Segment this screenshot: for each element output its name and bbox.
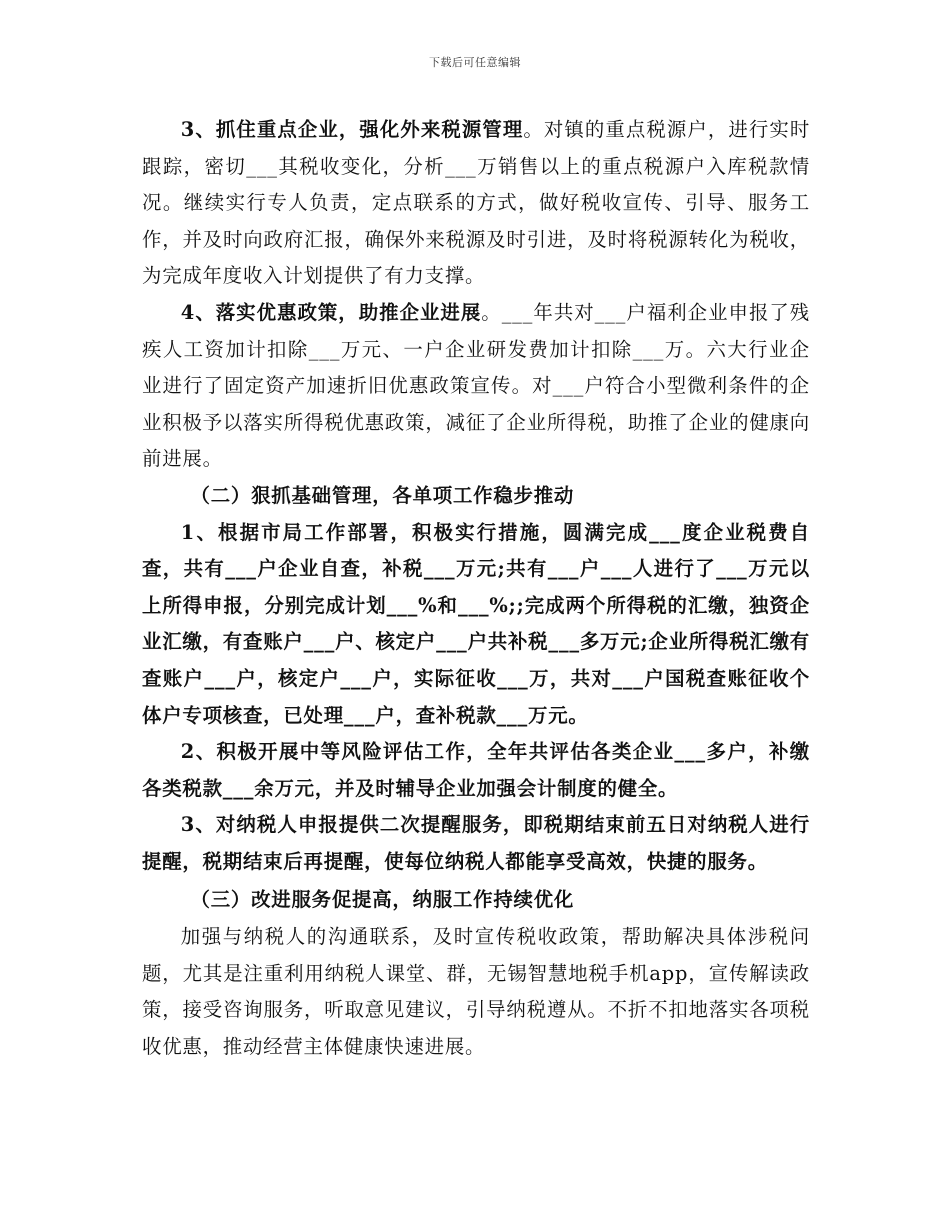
paragraph-reminder-service: 3、对纳税人申报提供二次提醒服务，即税期结束前五日对纳税人进行提醒，税期结束后再提醒，使每位纳税人都能享受高效，快捷的服务。 [142, 813, 810, 873]
page-header: 下载后可任意编辑 [429, 56, 521, 69]
paragraph-preferential-policy [142, 295, 810, 478]
paragraph-self-inspection: 1、根据市局工作部署，积极实行措施，圆满完成___度企业税费自查，共有___户企业自查，补税___万元;共有___户___人进行了___万元以上所得申报，分别完成计划___%和___%;;完成两个所得税的汇缴，独资企业汇缴，有查账户___户、核定户___户共补税___多万元;企业所得税汇缴有查账户___户，核定户___户，实际征收___万，共对___户国税查账征收个体户专项核查，已处理___户，查补税款___万元。 [142, 520, 810, 727]
paragraph-taxpayer-communication: 加强与纳税人的沟通联系，及时宣传税收政策，帮助解决具体涉税问题，尤其是注重利用纳税人课堂、群，无锡智慧地税手机app，宣传解读政策，接受咨询服务，听取意见建议，引导纳税遵从。不折不扣地落实各项税收优惠，推动经营主体健康快速进展。 [142, 925, 810, 1058]
section-heading-service-improvement: （三）改进服务促提高，纳服工作持续优化 [190, 888, 575, 912]
paragraph-key-enterprises [142, 112, 810, 295]
paragraph-lead: 4、落实优惠政策，助推企业进展 [180, 300, 482, 324]
paragraph-lead: 3、抓住重点企业，强化外来税源管理 [180, 118, 524, 141]
paragraph-text: 。___年共对___户福利企业申报了残疾人工资加计扣除___万元、一户企业研发费加计扣除___万。六大行业企业进行了固定资产加速折旧优惠政策宣传。对___户符合小型微利条件的企业积极予以落实所得税优惠政策，减征了企业所得税，助推了企业的健康向前进展。 [142, 300, 810, 471]
paragraph-text: 。对镇的重点税源户，进行实时跟踪，密切___其税收变化，分析___万销售以上的重点税源户入库税款情况。继续实行专人负责，定点联系的方式，做好税收宣传、引导、服务工作，并及时向政府汇报，确保外来税源及时引进，及时将税源转化为税收，为完成年度收入计划提供了有力支撑。 [142, 118, 811, 288]
section-heading-basic-management: （二）狠抓基础管理，各单项工作稳步推动 [190, 483, 575, 507]
document-body [142, 112, 810, 1065]
paragraph-risk-assessment: 2、积极开展中等风险评估工作，全年共评估各类企业___多户，补缴各类税款___余万元，并及时辅导企业加强会计制度的健全。 [142, 740, 810, 800]
